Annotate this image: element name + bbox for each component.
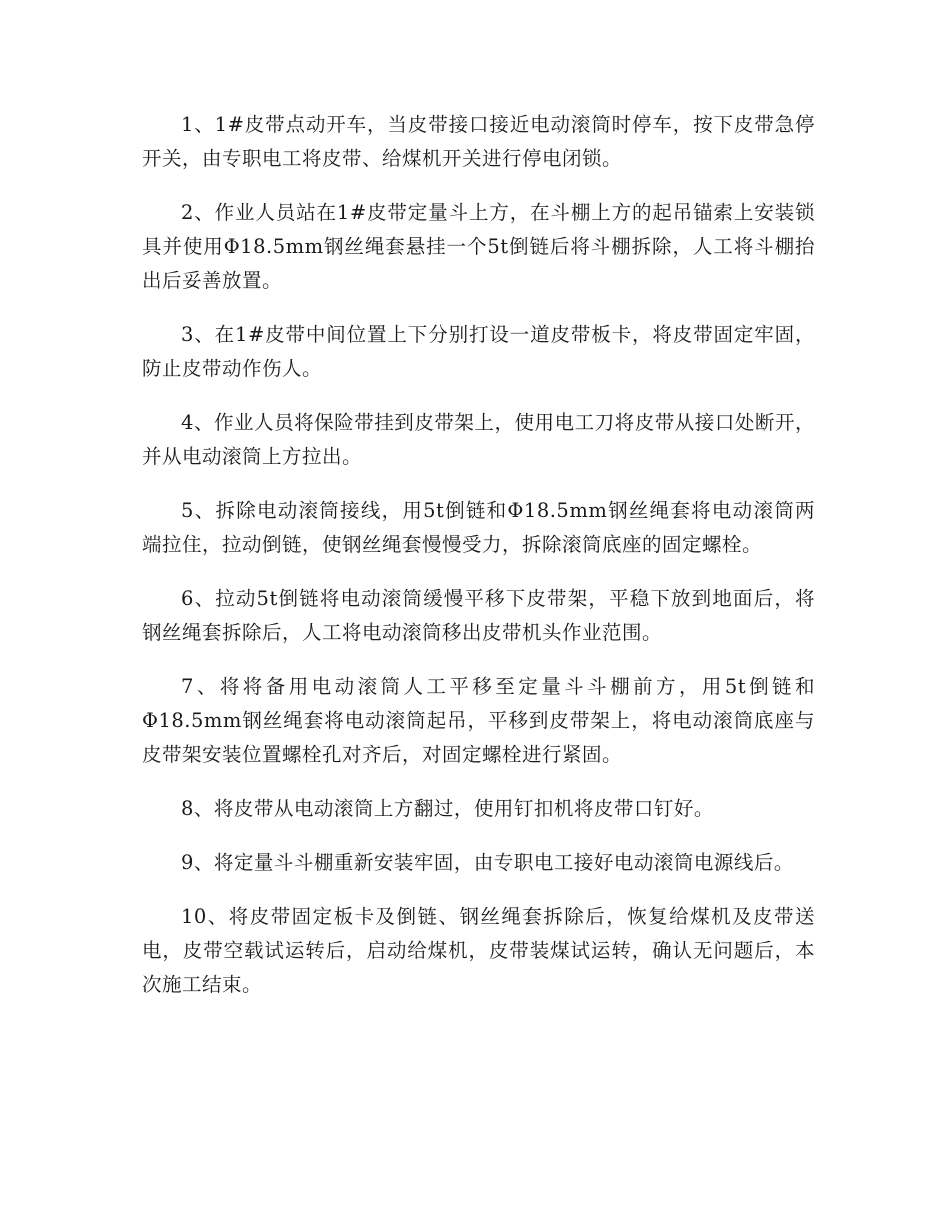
paragraph-step-5: 5、拆除电动滚筒接线，用5t倒链和Φ18.5mm钢丝绳套将电动滚筒两端拉住，拉动倒链，使钢丝绳套慢慢受力，拆除滚筒底座的固定螺栓。 [142,499,815,556]
paragraph-step-6: 6、拉动5t倒链将电动滚筒缓慢平移下皮带架，平稳下放到地面后，将钢丝绳套拆除后，人工将电动滚筒移出皮带机头作业范围。 [142,587,815,644]
paragraph-step-7: 7、将将备用电动滚筒人工平移至定量斗斗棚前方，用5t倒链和Φ18.5mm钢丝绳套将电动滚筒起吊，平移到皮带架上，将电动滚筒底座与皮带架安装位置螺栓孔对齐后，对固定螺栓进行紧固。 [142,675,815,766]
paragraph-step-3: 3、在1#皮带中间位置上下分别打设一道皮带板卡，将皮带固定牢固，防止皮带动作伤人。 [142,323,815,380]
paragraph-step-4: 4、作业人员将保险带挂到皮带架上，使用电工刀将皮带从接口处断开，并从电动滚筒上方拉出。 [142,411,815,468]
paragraph-step-9: 9、将定量斗斗棚重新安装牢固，由专职电工接好电动滚筒电源线后。 [181,851,794,874]
paragraph-step-2: 2、作业人员站在1#皮带定量斗上方，在斗棚上方的起吊锚索上安装锁具并使用Φ18.5mm钢丝绳套悬挂一个5t倒链后将斗棚拆除，人工将斗棚抬出后妥善放置。 [142,201,815,292]
paragraph-step-8: 8、将皮带从电动滚筒上方翻过，使用钉扣机将皮带口钉好。 [181,797,714,820]
paragraph-step-1: 1、1#皮带点动开车，当皮带接口接近电动滚筒时停车，按下皮带急停开关，由专职电工将皮带、给煤机开关进行停电闭锁。 [142,113,815,170]
paragraph-step-10: 10、将皮带固定板卡及倒链、钢丝绳套拆除后，恢复给煤机及皮带送电，皮带空载试运转后，启动给煤机，皮带装煤试运转，确认无问题后，本次施工结束。 [142,905,815,996]
